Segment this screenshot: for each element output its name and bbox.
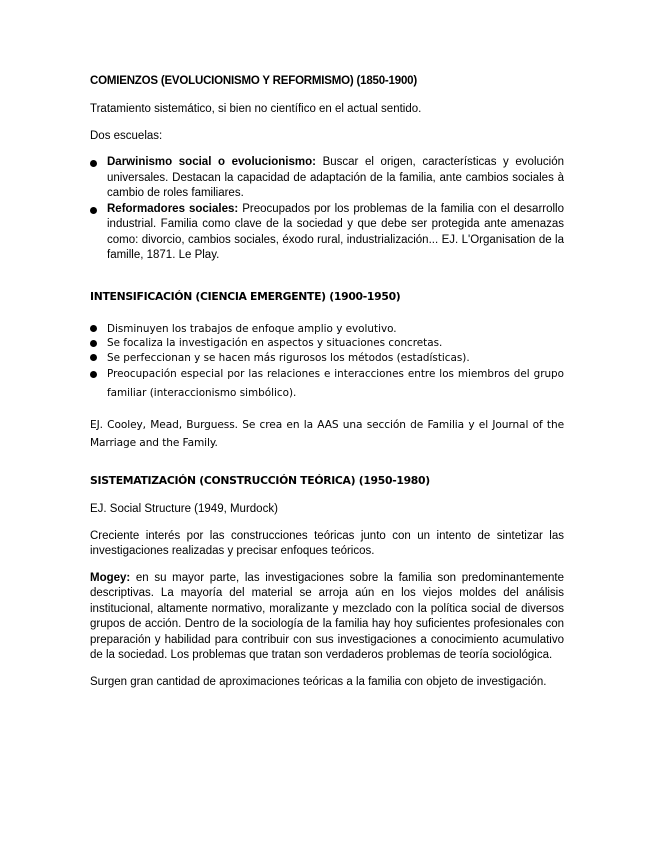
systematization-paragraph-2: [90, 571, 564, 664]
bullet-icon: [90, 340, 97, 347]
list-item: [90, 336, 564, 351]
schools-list: [90, 155, 564, 264]
list-item: [90, 365, 564, 403]
list-item-text: Se focaliza la investigación en aspectos y situaciones concretas.: [107, 337, 443, 349]
list-item-term: Darwinismo social o evolucionismo:: [107, 156, 316, 168]
bullet-icon: [90, 325, 97, 332]
section-heading-sistematizacion: SISTEMATIZACIÓN (CONSTRUCCIÓN TEÓRICA) (1950-1980): [90, 474, 430, 487]
document-page: [90, 73, 564, 701]
section-heading-intensificacion: INTENSIFICACIÓN (CIENCIA EMERGENTE) (1900-1950): [90, 289, 401, 303]
section-heading-comienzos: COMIENZOS (EVOLUCIONISMO Y REFORMISMO) (1850-1900): [90, 75, 417, 87]
list-item-text: Disminuyen los trabajos de enfoque amplio y evolutivo.: [107, 322, 397, 335]
list-item-text: Buscar el origen, características y evolución universales. Destacan la capacidad de adaptación de la familia, ante cambios sociales à cambio de roles familiares.: [107, 156, 564, 199]
list-item: [90, 351, 564, 366]
intensification-example: EJ. Cooley, Mead, Burguess. Se crea en la AAS una sección de Familia y el Journal of the Marriage and the Family.: [90, 419, 564, 449]
systematization-paragraph-3: Surgen gran cantidad de aproximaciones teóricas a la familia con objeto de investigación.: [90, 675, 547, 688]
list-item: [90, 155, 564, 202]
paragraph-term: Mogey:: [90, 571, 131, 584]
systematization-example: EJ. Social Structure (1949, Murdock): [90, 503, 278, 515]
list-item: [90, 322, 564, 337]
paragraph-text: en su mayor parte, las investigaciones sobre la familia son predominantemente descriptivas. La mayoría del material se arroja aún en los viejos moldes del análisis institucional, altamente normativo, moralizante y mezclado con la política social de diversos grupos de acción. Dentro de la sociología de la familia hay hoy suficientes profesionales con preparación y habilidad para contribuir con sus investigaciones a conocimiento acumulativo de la sociedad. Los problemas que tratan son verdaderos problemas de teoría sociológica.: [90, 571, 564, 661]
bullet-icon: [90, 207, 97, 214]
intro-paragraph: Tratamiento sistemático, si bien no científico en el actual sentido.: [90, 103, 422, 115]
bullet-icon: [90, 160, 97, 167]
bullet-icon: [90, 371, 97, 378]
intensification-list: [90, 322, 564, 404]
list-item-text: Preocupados por los problemas de la familia con el desarrollo industrial. Familia como clave de la sociedad y que debe ser protegida ante amenazas como: divorcio, cambios sociales, éxodo rural, industrialización... EJ. L'Organisation de la famille, 1871. Le Play.: [107, 202, 564, 261]
schools-label: Dos escuelas:: [90, 129, 163, 142]
list-item: [90, 202, 564, 264]
list-item-text: Se perfeccionan y se hacen más rigurosos los métodos (estadísticas).: [107, 351, 470, 364]
systematization-paragraph-1: Creciente interés por las construcciones teóricas junto con un intento de sintetizar las investigaciones realizadas y precisar enfoques teóricos.: [90, 529, 564, 557]
list-item-term: Reformadores sociales:: [107, 202, 239, 215]
bullet-icon: [90, 354, 97, 361]
list-item-text: Preocupación especial por las relaciones e interacciones entre los miembros del grupo familiar (interaccionismo simbólico).: [107, 368, 564, 399]
